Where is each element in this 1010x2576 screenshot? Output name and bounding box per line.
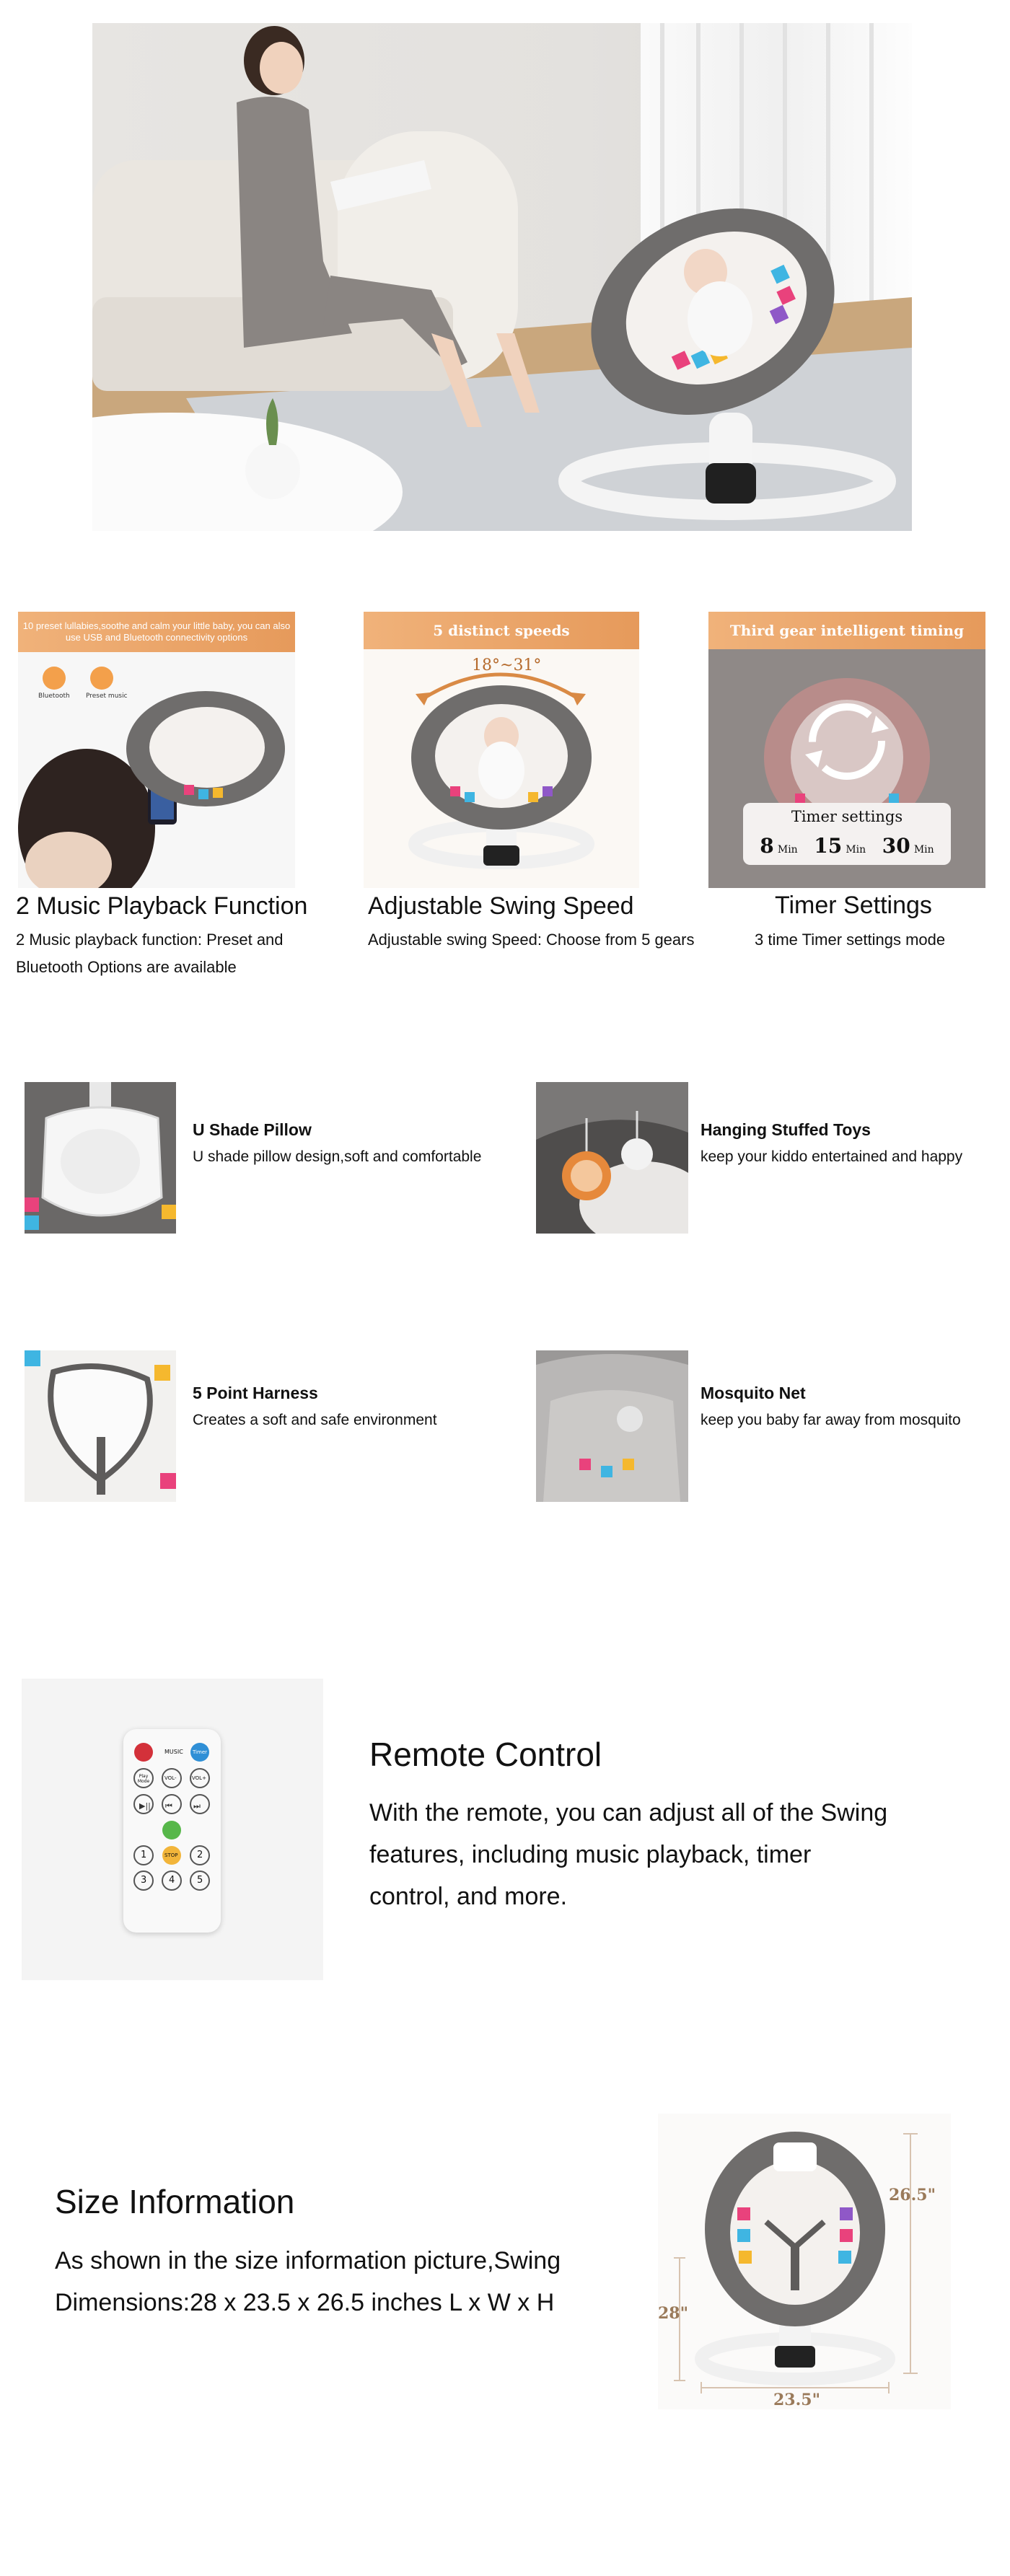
timer-30-min[interactable]: 30 Min xyxy=(882,834,934,858)
hero-image xyxy=(92,23,912,531)
music-playback-title: 2 Music Playback Function xyxy=(16,892,308,920)
angle-right-label: 31° xyxy=(513,656,542,674)
remote-button-3[interactable]: 3 xyxy=(141,1875,147,1886)
u-shade-pillow-title: U Shade Pillow xyxy=(193,1120,312,1139)
size-diagram-image xyxy=(658,2114,951,2409)
u-shade-pillow-image xyxy=(25,1082,176,1234)
remote-play-mode-button[interactable]: Play Mode xyxy=(137,1774,150,1784)
hanging-toys-desc: keep your kiddo entertained and happy xyxy=(701,1148,963,1165)
remote-vol-minus-button[interactable]: VOL- xyxy=(164,1775,177,1781)
bluetooth-badge: Bluetooth xyxy=(38,693,70,700)
music-playback-desc: 2 Music playback function: Preset and Bluetooth Options are available xyxy=(16,931,284,976)
swing-speed-image xyxy=(364,612,639,888)
length-dimension: 28" xyxy=(658,2304,689,2323)
height-dimension: 26.5" xyxy=(889,2186,936,2204)
timer-settings-desc: 3 time Timer settings mode xyxy=(755,931,946,949)
remote-vol-plus-button[interactable]: VOL+ xyxy=(192,1775,206,1781)
timer-settings-title: Timer Settings xyxy=(775,892,932,919)
swing-speed-title: Adjustable Swing Speed xyxy=(368,892,634,920)
timer-settings-label: Timer settings xyxy=(791,808,903,825)
timer-8-min[interactable]: 8 Min xyxy=(760,834,798,858)
remote-button-2[interactable]: 2 xyxy=(197,1850,203,1860)
remote-timer-button[interactable]: Timer xyxy=(193,1749,208,1755)
timer-settings-image xyxy=(708,612,985,888)
size-info-title: Size Information xyxy=(55,2183,295,2220)
angle-sep: ~ xyxy=(500,656,514,674)
music-banner: 10 preset lullabies,soothe and calm your little baby, you can also use USB and Bluetooth connectivity options xyxy=(18,612,295,652)
hanging-toys-title: Hanging Stuffed Toys xyxy=(701,1120,871,1139)
remote-image xyxy=(22,1679,323,1980)
width-dimension: 23.5" xyxy=(773,2391,821,2409)
speed-banner: 5 distinct speeds xyxy=(364,612,639,649)
harness-image xyxy=(25,1350,176,1502)
remote-button-4[interactable]: 4 xyxy=(169,1875,175,1886)
mosquito-net-title: Mosquito Net xyxy=(701,1384,806,1402)
remote-button-5[interactable]: 5 xyxy=(197,1875,203,1886)
mosquito-net-desc: keep you baby far away from mosquito xyxy=(701,1412,961,1428)
remote-music-button[interactable]: MUSIC xyxy=(164,1749,183,1755)
svg-text:▶||: ▶|| xyxy=(139,1801,151,1811)
remote-stop-button[interactable]: STOP xyxy=(164,1852,178,1858)
svg-text:⏮: ⏮ xyxy=(165,1801,172,1811)
preset-music-badge: Preset music xyxy=(86,693,128,700)
remote-control-desc: With the remote, you can adjust all of the Swing features, including music playback, timer control, and more. xyxy=(369,1799,888,1910)
mosquito-net-image xyxy=(536,1350,688,1502)
swing-speed-desc: Adjustable swing Speed: Choose from 5 gears xyxy=(368,931,695,949)
svg-text:⏭: ⏭ xyxy=(193,1801,201,1811)
harness-title: 5 Point Harness xyxy=(193,1384,318,1402)
harness-desc: Creates a soft and safe environment xyxy=(193,1412,437,1428)
music-playback-image xyxy=(18,612,295,888)
remote-control-title: Remote Control xyxy=(369,1736,602,1773)
u-shade-pillow-desc: U shade pillow design,soft and comfortable xyxy=(193,1148,482,1165)
timer-15-min[interactable]: 15 Min xyxy=(814,834,866,858)
remote-button-1[interactable]: 1 xyxy=(141,1850,147,1860)
angle-left-label: 18° xyxy=(472,656,500,674)
hanging-toys-image xyxy=(536,1082,688,1234)
size-info-desc: As shown in the size information picture,Swing Dimensions:28 x 23.5 x 26.5 inches L x W x H xyxy=(55,2247,561,2316)
timer-banner: Third gear intelligent timing xyxy=(708,612,985,649)
